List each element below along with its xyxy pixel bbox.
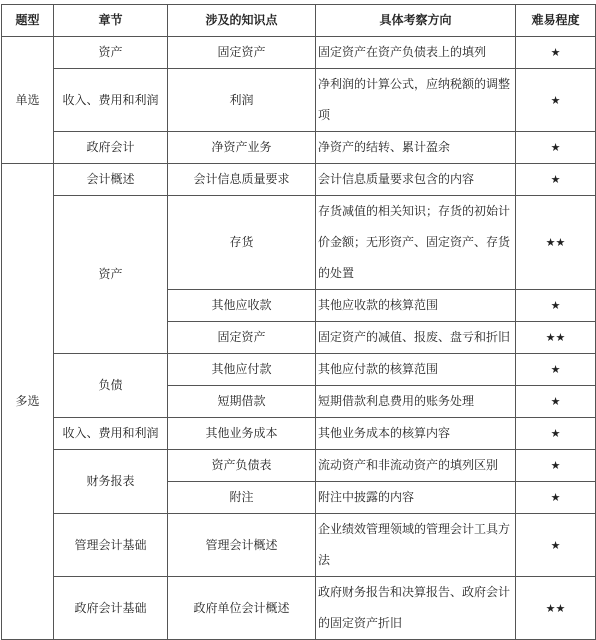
difficulty-cell: ★ (516, 514, 596, 577)
knowledge-point-cell: 其他业务成本 (168, 418, 316, 450)
direction-cell: 固定资产在资产负债表上的填列 (316, 37, 516, 69)
direction-cell: 短期借款利息费用的账务处理 (316, 386, 516, 418)
header-knowledge-point: 涉及的知识点 (168, 5, 316, 37)
direction-cell: 政府财务报告和决算报告、政府会计的固定资产折旧 (316, 577, 516, 640)
direction-cell: 其他业务成本的核算内容 (316, 418, 516, 450)
direction-cell: 其他应付款的核算范围 (316, 354, 516, 386)
table-row (2, 354, 596, 386)
difficulty-cell: ★ (516, 354, 596, 386)
knowledge-point-cell: 政府单位会计概述 (168, 577, 316, 640)
chapter-cell: 收入、费用和利润 (54, 69, 168, 132)
difficulty-cell: ★ (516, 290, 596, 322)
knowledge-point-cell: 固定资产 (168, 37, 316, 69)
difficulty-cell: ★ (516, 164, 596, 196)
difficulty-cell: ★ (516, 386, 596, 418)
chapter-cell: 收入、费用和利润 (54, 418, 168, 450)
table-row (2, 132, 596, 164)
knowledge-point-cell: 短期借款 (168, 386, 316, 418)
knowledge-point-cell: 固定资产 (168, 322, 316, 354)
direction-cell: 附注中披露的内容 (316, 482, 516, 514)
question-type-cell: 单选 (2, 37, 54, 164)
knowledge-table (1, 4, 596, 640)
table-row (2, 577, 596, 640)
chapter-cell: 会计概述 (54, 164, 168, 196)
difficulty-cell: ★ (516, 69, 596, 132)
direction-cell: 企业绩效管理领域的管理会计工具方法 (316, 514, 516, 577)
chapter-cell: 财务报表 (54, 450, 168, 514)
table-row (2, 164, 596, 196)
direction-cell: 流动资产和非流动资产的填列区别 (316, 450, 516, 482)
direction-cell: 净利润的计算公式，应纳税额的调整项 (316, 69, 516, 132)
knowledge-point-cell: 会计信息质量要求 (168, 164, 316, 196)
knowledge-point-cell: 管理会计概述 (168, 514, 316, 577)
direction-cell: 会计信息质量要求包含的内容 (316, 164, 516, 196)
chapter-cell: 政府会计基础 (54, 577, 168, 640)
direction-cell: 固定资产的减值、报废、盘亏和折旧 (316, 322, 516, 354)
difficulty-cell: ★★ (516, 577, 596, 640)
knowledge-point-cell: 其他应收款 (168, 290, 316, 322)
knowledge-point-cell: 资产负债表 (168, 450, 316, 482)
difficulty-cell: ★ (516, 132, 596, 164)
header-direction: 具体考察方向 (316, 5, 516, 37)
chapter-cell: 政府会计 (54, 132, 168, 164)
table-row (2, 69, 596, 132)
table-row (2, 37, 596, 69)
difficulty-cell: ★ (516, 418, 596, 450)
difficulty-cell: ★ (516, 450, 596, 482)
header-chapter: 章节 (54, 5, 168, 37)
knowledge-point-cell: 附注 (168, 482, 316, 514)
chapter-cell: 资产 (54, 37, 168, 69)
header-difficulty: 难易程度 (516, 5, 596, 37)
knowledge-point-cell: 存货 (168, 196, 316, 290)
knowledge-point-cell: 其他应付款 (168, 354, 316, 386)
chapter-cell: 资产 (54, 196, 168, 354)
table-row (2, 450, 596, 482)
difficulty-cell: ★★ (516, 322, 596, 354)
header-row (2, 5, 596, 37)
direction-cell: 存货减值的相关知识；存货的初始计价金额；无形资产、固定资产、存货的处置 (316, 196, 516, 290)
table-row (2, 418, 596, 450)
chapter-cell: 管理会计基础 (54, 514, 168, 577)
direction-cell: 其他应收款的核算范围 (316, 290, 516, 322)
chapter-cell: 负债 (54, 354, 168, 418)
difficulty-cell: ★ (516, 482, 596, 514)
header-type: 题型 (2, 5, 54, 37)
table-row (2, 514, 596, 577)
question-type-cell: 多选 (2, 164, 54, 640)
knowledge-point-cell: 利润 (168, 69, 316, 132)
table-row (2, 196, 596, 290)
difficulty-cell: ★★ (516, 196, 596, 290)
knowledge-point-cell: 净资产业务 (168, 132, 316, 164)
direction-cell: 净资产的结转、累计盈余 (316, 132, 516, 164)
difficulty-cell: ★ (516, 37, 596, 69)
